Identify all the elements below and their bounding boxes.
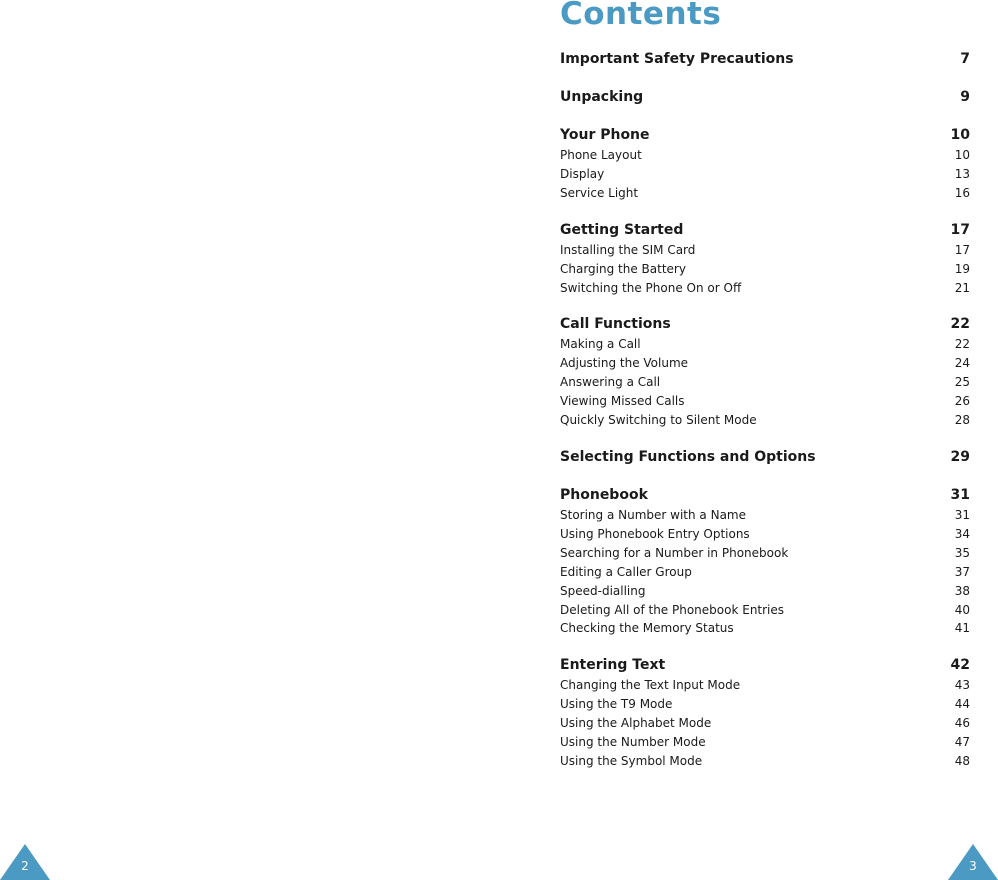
toc-entry-title: Speed-dialling: [560, 583, 646, 598]
toc-chapter-page-number: 10: [950, 127, 970, 143]
toc-entry[interactable]: [560, 373, 970, 392]
toc-entry-page-number: 21: [954, 280, 970, 295]
toc-entry-title: Answering a Call: [560, 375, 661, 390]
toc-entry[interactable]: [560, 733, 970, 752]
toc-entry-title: Storing a Number with a Name: [560, 507, 746, 522]
toc-entry-page-number: 48: [954, 753, 970, 768]
left-page-corner: [0, 840, 50, 880]
toc-entry-page-number: 47: [954, 735, 970, 750]
toc-entry-title: Adjusting the Volume: [560, 356, 689, 371]
toc-entry-title: Using the Number Mode: [560, 735, 706, 750]
toc-entry[interactable]: [560, 411, 970, 430]
toc-entry[interactable]: [560, 146, 970, 165]
toc-entry-page-number: 43: [954, 678, 970, 693]
toc-entry-page-number: 24: [954, 356, 970, 371]
right-page-number: 3: [969, 859, 977, 873]
toc-entry[interactable]: [560, 752, 970, 771]
toc-chapter-title: Phonebook: [560, 486, 648, 503]
toc-entry-page-number: 19: [954, 261, 970, 276]
toc-chapter-page-number: 22: [950, 316, 970, 333]
toc-chapter-title: Call Functions: [560, 316, 671, 333]
toc-section: [560, 446, 970, 468]
toc-chapter[interactable]: [560, 86, 970, 108]
toc-entry-title: Changing the Text Input Mode: [560, 678, 741, 693]
toc-entry[interactable]: [560, 392, 970, 411]
toc-chapter-page-number: 29: [950, 448, 970, 465]
toc-entry-title: Service Light: [560, 185, 639, 200]
toc-entry-title: Quickly Switching to Silent Mode: [560, 413, 757, 428]
toc-entry-title: Using Phonebook Entry Options: [560, 526, 750, 541]
toc-entry-page-number: 38: [954, 583, 970, 598]
toc-entry[interactable]: [560, 676, 970, 695]
toc-chapter-title: Important Safety Precautions: [560, 51, 794, 67]
toc-entry-title: Phone Layout: [560, 148, 642, 162]
toc-entry-page-number: 40: [954, 602, 970, 617]
toc-entry-title: Searching for a Number in Phonebook: [560, 545, 789, 560]
toc-chapter-page-number: 42: [950, 657, 970, 674]
toc-entry-page-number: 28: [954, 413, 970, 428]
toc-entry-page-number: 26: [954, 394, 970, 409]
toc-entry-page-number: 44: [954, 697, 970, 712]
toc-entry-title: Display: [560, 166, 605, 181]
toc-entry-page-number: 25: [954, 375, 970, 390]
toc-entry-page-number: 41: [954, 621, 970, 636]
toc-entry-title: Using the T9 Mode: [560, 697, 673, 712]
toc-entry-page-number: 16: [954, 185, 970, 200]
toc-entry-page-number: 37: [954, 564, 970, 579]
toc-chapter-title: Selecting Functions and Options: [560, 448, 816, 465]
toc-entry[interactable]: [560, 544, 970, 563]
toc-section: [560, 313, 970, 430]
toc-entry[interactable]: [560, 601, 970, 620]
toc-entry[interactable]: [560, 619, 970, 638]
toc-entry-page-number: 35: [954, 545, 970, 560]
right-page-corner: [948, 840, 998, 880]
toc-entry[interactable]: [560, 260, 970, 279]
toc-section: [560, 86, 970, 108]
toc-chapter[interactable]: [560, 313, 970, 335]
toc-section: [560, 48, 970, 70]
toc-entry[interactable]: [560, 279, 970, 298]
toc-chapter-page-number: 31: [950, 486, 970, 503]
toc-chapter-title: Getting Started: [560, 221, 684, 238]
toc-entry[interactable]: [560, 563, 970, 582]
toc-chapter[interactable]: [560, 446, 970, 468]
toc-entry-page-number: 13: [954, 166, 970, 181]
toc-entry-title: Editing a Caller Group: [560, 564, 692, 579]
toc-entry-title: Installing the SIM Card: [560, 242, 696, 257]
left-page-number: 2: [21, 859, 29, 873]
toc-entry-title: Switching the Phone On or Off: [560, 280, 742, 295]
toc-entry-page-number: 34: [954, 526, 970, 541]
toc-entry[interactable]: [560, 525, 970, 544]
toc-section: [560, 484, 970, 638]
toc-entry-title: Using the Symbol Mode: [560, 753, 703, 768]
table-of-contents: [560, 48, 970, 787]
toc-section: [560, 219, 970, 298]
toc-entry[interactable]: [560, 506, 970, 525]
toc-chapter-page-number: 7: [960, 51, 970, 67]
toc-entry-title: Using the Alphabet Mode: [560, 716, 712, 731]
toc-entry[interactable]: [560, 165, 970, 184]
page-title: Contents: [560, 0, 722, 32]
toc-chapter[interactable]: [560, 219, 970, 241]
toc-entry-title: Deleting All of the Phonebook Entries: [560, 602, 785, 617]
toc-chapter-title: Your Phone: [560, 127, 650, 143]
toc-entry-title: Checking the Memory Status: [560, 621, 734, 636]
toc-section: [560, 654, 970, 771]
toc-chapter-title: Unpacking: [560, 89, 644, 105]
toc-entry-page-number: 31: [954, 507, 970, 522]
toc-chapter[interactable]: [560, 484, 970, 506]
toc-entry[interactable]: [560, 184, 970, 203]
toc-chapter-title: Entering Text: [560, 657, 666, 674]
toc-entry-page-number: 10: [954, 148, 970, 162]
toc-chapter-page-number: 9: [960, 89, 970, 105]
toc-entry-title: Making a Call: [560, 337, 641, 352]
toc-entry[interactable]: [560, 695, 970, 714]
toc-entry[interactable]: [560, 241, 970, 260]
toc-entry-page-number: 46: [954, 716, 970, 731]
toc-section: [560, 124, 970, 203]
toc-entry-page-number: 22: [954, 337, 970, 352]
toc-entry[interactable]: [560, 354, 970, 373]
toc-chapter-page-number: 17: [950, 221, 970, 238]
toc-entry[interactable]: [560, 582, 970, 601]
toc-entry-title: Charging the Battery: [560, 261, 686, 276]
toc-chapter[interactable]: [560, 654, 970, 676]
toc-entry-title: Viewing Missed Calls: [560, 394, 685, 409]
toc-chapter[interactable]: [560, 124, 970, 146]
toc-entry[interactable]: [560, 714, 970, 733]
toc-chapter[interactable]: [560, 48, 970, 70]
toc-entry[interactable]: [560, 335, 970, 354]
toc-entry-page-number: 17: [954, 242, 970, 257]
